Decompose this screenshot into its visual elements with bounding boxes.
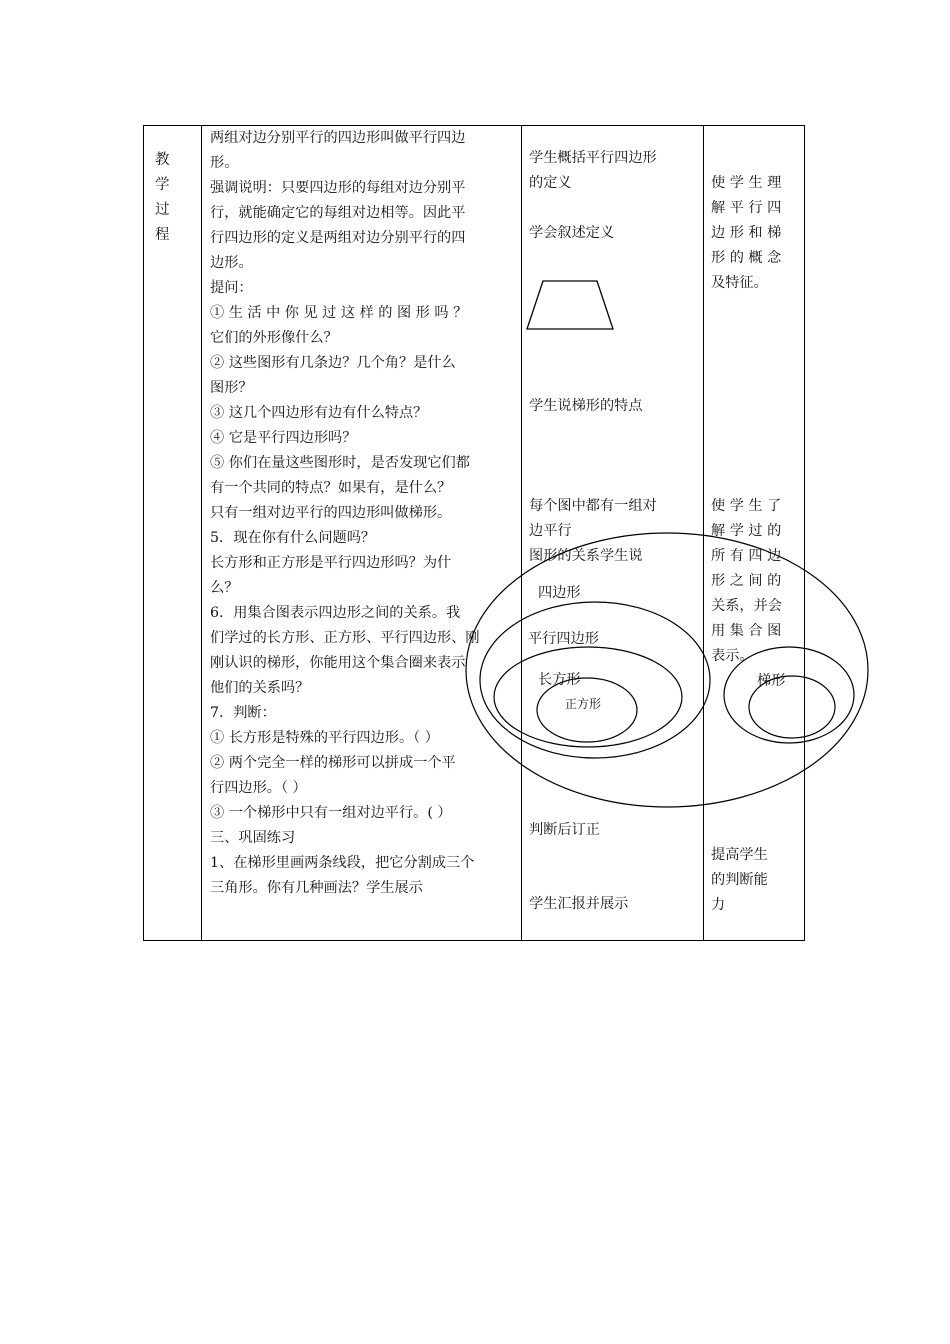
student-text: 边平行 [529,523,572,539]
intent-text: 使 学 生 理 [711,175,782,191]
stage-char: 学 [155,177,170,193]
text-line: 5．现在你有什么问题吗？ [210,530,376,546]
stage-char: 过 [155,202,170,218]
text-line: ② 两个完全一样的梯形可以拼成一个平 [210,755,456,771]
intent-text: 及特征。 [711,275,768,291]
text-line: 1、在梯形里画两条线段，把它分割成三个 [210,855,475,871]
text-line: ⑤ 你们在量这些图形时，是否发现它们都 [210,455,470,471]
label-rectangle: 长方形 [538,672,581,688]
intent-text: 形 之 间 的 [711,573,782,589]
text-line: 形。 [210,155,239,171]
lesson-plan-table [143,125,805,941]
intent-text: 边 形 和 梯 [711,225,782,241]
student-text: 学生汇报并展示 [529,896,629,912]
text-line: 图形？ [210,380,253,396]
student-text: 学生说梯形的特点 [529,398,643,414]
intent-text: 用 集 合 图 [711,623,782,639]
student-text: 的定义 [529,175,572,191]
text-line: 边形。 [210,255,253,271]
text-line: 两组对边分别平行的四边形叫做平行四边 [210,130,466,146]
stage-char: 程 [155,227,170,243]
text-line: 他们的关系吗？ [210,680,310,696]
student-text: 学会叙述定义 [529,225,615,241]
stage-char: 教 [155,152,170,168]
text-line: 们学过的长方形、正方形、平行四边形、刚 [210,630,480,646]
intent-text: 力 [711,897,726,913]
text-line: ① 生 活 中 你 见 过 这 样 的 图 形 吗 ？ [210,305,468,321]
design-intent-column [703,126,806,940]
intent-text: 解 学 过 的 [711,523,782,539]
intent-text: 的判断能 [711,872,768,888]
intent-text: 表示。 [711,648,754,664]
text-line: 刚认识的梯形，你能用这个集合圈来表示 [210,655,466,671]
text-line: 6．用集合图表示四边形之间的关系。我 [210,605,461,621]
text-line: 有一个共同的特点？如果有，是什么？ [210,480,452,496]
text-line: 7．判断： [210,705,276,721]
text-line: 三角形。你有几种画法？学生展示 [210,880,423,896]
label-trapezoid: 梯形 [757,673,786,689]
student-text: 每个图中都有一组对 [529,498,657,514]
intent-text: 所 有 四 边 [711,548,782,564]
text-line: ④ 它是平行四边形吗？ [210,430,357,446]
text-line: ② 这些图形有几条边？几个角？是什么 [210,355,456,371]
text-line: 长方形和正方形是平行四边形吗？为什 [210,555,452,571]
text-line: 么？ [210,580,239,596]
intent-text: 使 学 生 了 [711,498,782,514]
text-line: 强调说明：只要四边形的每组对边分别平 [210,180,466,196]
intent-text: 形 的 概 念 [711,250,782,266]
text-line: ③ 这几个四边形有边有什么特点？ [210,405,428,421]
text-line: 行，就能确定它的每组对边相等。因此平 [210,205,466,221]
intent-text: 解 平 行 四 [711,200,782,216]
text-line: 提问： [210,280,253,296]
intent-text: 提高学生 [711,847,768,863]
label-square: 正方形 [565,697,602,711]
text-line: 行四边形的定义是两组对边分别平行的四 [210,230,466,246]
student-text: 判断后订正 [529,822,600,838]
text-line: ① 长方形是特殊的平行四边形。（ ） [210,730,439,746]
text-line: ③ 一个梯形中只有一组对边平行。( ） [210,805,452,821]
student-text: 图形的关系学生说 [529,548,643,564]
text-line: 它们的外形像什么？ [210,330,338,346]
intent-text: 关系，并会 [711,598,782,614]
student-activity-column [521,126,703,940]
text-line: 三、巩固练习 [210,830,296,846]
label-quadrilateral: 四边形 [538,585,581,601]
label-parallelogram: 平行四边形 [528,631,599,647]
text-line: 只有一组对边平行的四边形叫做梯形。 [210,505,452,521]
student-text: 学生概括平行四边形 [529,150,657,166]
stage-column [144,126,201,940]
teacher-activity-column [201,126,521,940]
text-line: 行四边形。（ ） [210,780,307,796]
